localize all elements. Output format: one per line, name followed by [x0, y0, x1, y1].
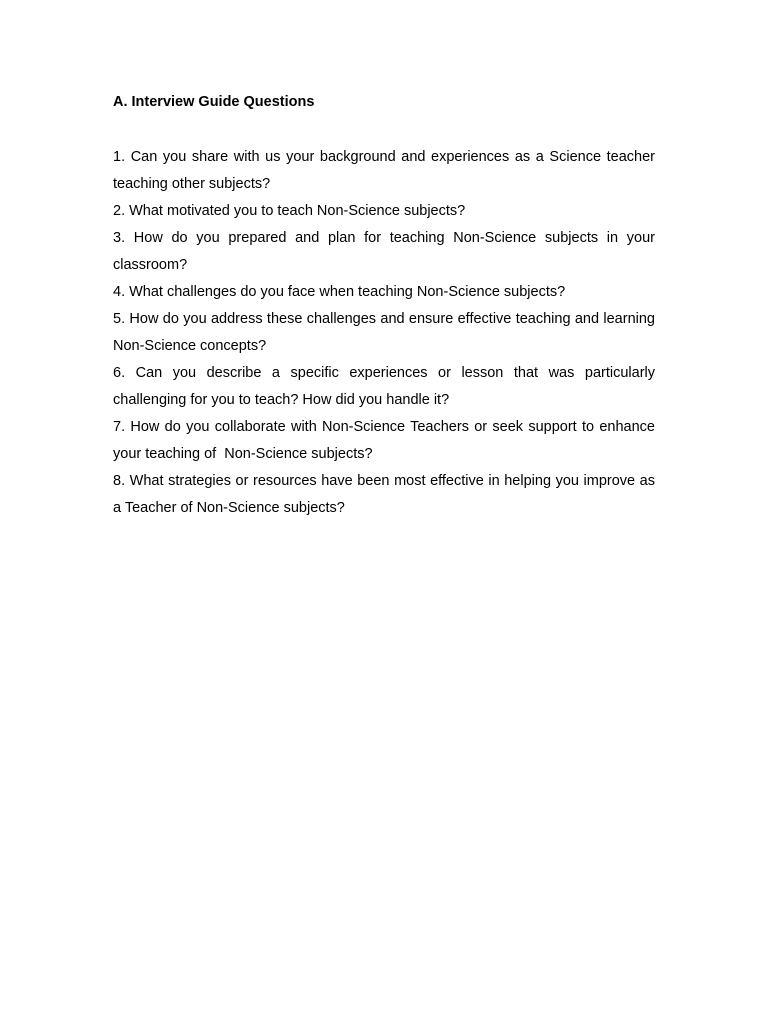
document-body: [113, 92, 660, 522]
question-8: 8. What strategies or resources have been most effective in helping you improve as a Teacher of Non-Science subjects?: [113, 473, 660, 516]
question-3: 3. How do you prepared and plan for teaching Non-Science subjects in your classroom?: [113, 230, 660, 273]
question-5: 5. How do you address these challenges and ensure effective teaching and learning Non-Science concepts?: [113, 311, 660, 354]
section-title: A. Interview Guide Questions: [113, 94, 315, 110]
question-7: 7. How do you collaborate with Non-Science Teachers or seek support to enhance your teaching of Non-Science subjects?: [113, 419, 660, 462]
question-4: 4. What challenges do you face when teaching Non-Science subjects?: [113, 284, 566, 300]
question-1: 1. Can you share with us your background and experiences as a Science teacher teaching other subjects?: [113, 149, 660, 192]
question-6: 6. Can you describe a specific experiences or lesson that was particularly challenging for you to teach? How did you handle it?: [113, 365, 660, 408]
question-2: 2. What motivated you to teach Non-Science subjects?: [113, 203, 466, 219]
